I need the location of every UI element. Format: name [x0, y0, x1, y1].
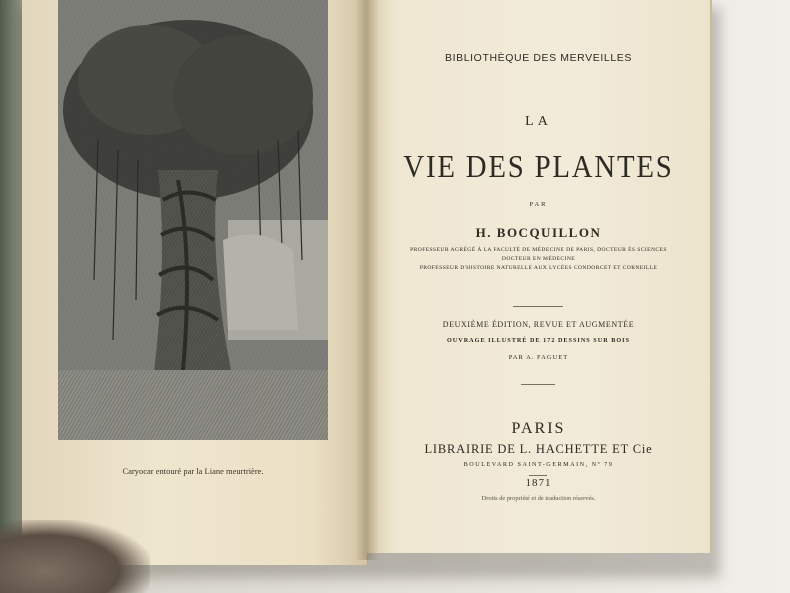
publication-year: 1871 [525, 477, 552, 489]
author-credential: PROFESSEUR AGRÉGÉ À LA FACULTÉ DE MÉDECINE DE PARIS, DOCTEUR ÈS SCIENCES [410, 247, 667, 253]
title-article: LA [525, 114, 552, 129]
divider [529, 475, 547, 476]
book-gutter [355, 0, 379, 560]
by-line: PAR [529, 201, 548, 208]
thumb [0, 520, 150, 593]
illustration-caption: Caryocar entouré par la Liane meurtrière. [122, 466, 264, 476]
author-credential: DOCTEUR EN MÉDECINE [501, 256, 576, 262]
right-page [367, 0, 712, 553]
author-name: H. BOCQUILLON [475, 225, 602, 240]
edition-line: DEUXIÈME ÉDITION, REVUE ET AUGMENTÉE [442, 320, 635, 329]
tree-engraving [58, 0, 328, 440]
divider [513, 306, 563, 307]
publisher-address: BOULEVARD SAINT-GERMAIN, Nº 79 [463, 461, 614, 468]
illustrator-line: PAR A. FAGUET [508, 354, 569, 361]
publication-city: PARIS [511, 420, 566, 437]
publisher-name: LIBRAIRIE DE L. HACHETTE ET Cie [424, 442, 653, 456]
author-credential: PROFESSEUR D'HISTOIRE NATURELLE AUX LYCÉES CONDORCET ET CORNEILLE [419, 265, 658, 271]
illustration-note: OUVRAGE ILLUSTRÉ DE 172 DESSINS SUR BOIS [446, 337, 631, 344]
series-title: BIBLIOTHÈQUE DES MERVEILLES [445, 52, 632, 64]
book-title: VIE DES PLANTES [403, 148, 674, 184]
rights-notice: Droits de propriété et de traduction réservés. [481, 495, 596, 502]
divider [521, 384, 555, 385]
